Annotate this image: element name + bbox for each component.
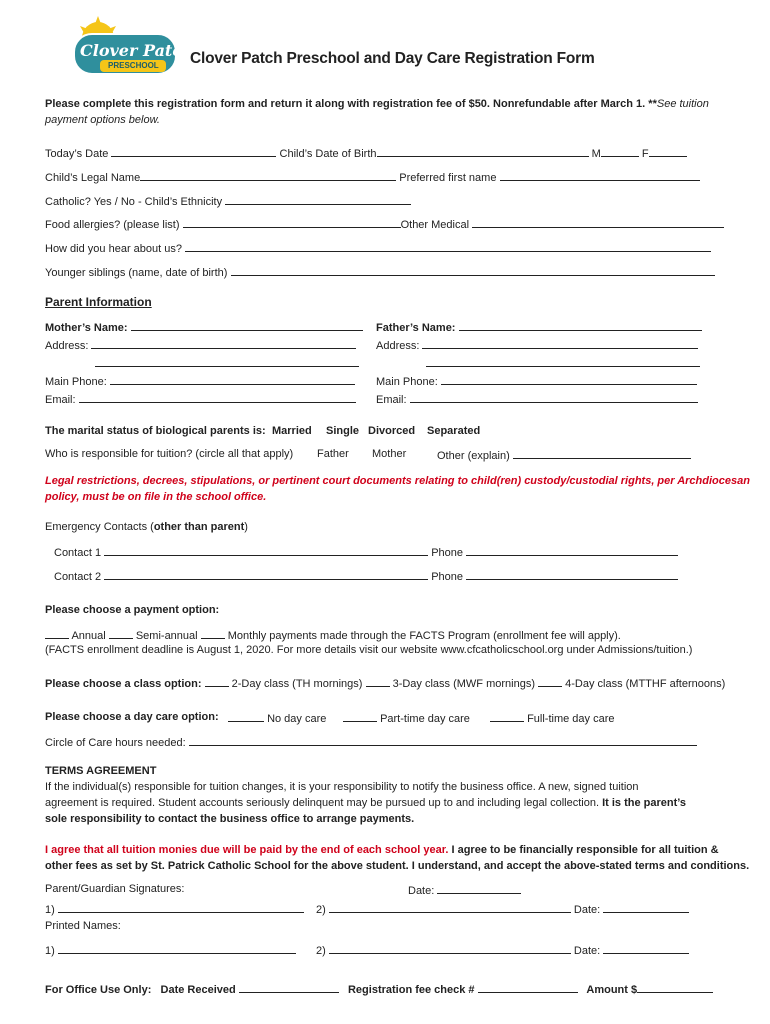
mother-name-field[interactable] (131, 320, 363, 331)
row-catholic: Catholic? Yes / No - Child’s Ethnicity (45, 194, 411, 208)
circle-care-field[interactable] (189, 735, 697, 746)
todays-date-field[interactable] (111, 146, 276, 157)
marital-divorced[interactable]: Divorced (368, 425, 416, 437)
contact-1-row: Contact 1 Phone (54, 545, 678, 559)
printed-name-2-field[interactable] (329, 943, 571, 954)
daycare-part-checkbox[interactable] (343, 711, 377, 722)
contact-1-phone-field[interactable] (466, 545, 678, 556)
other-medical-field[interactable] (472, 217, 724, 228)
contact-2-phone-field[interactable] (466, 569, 678, 580)
row-dates: Today’s Date Child’s Date of Birth M F (45, 146, 687, 160)
row-hear: How did you hear about us? (45, 241, 711, 255)
legal-notice-1: Legal restrictions, decrees, stipulations, or pertinent court documents relating to child(ren) custody/custodial rights, per Archdiocesan (45, 475, 750, 487)
gender-f-field[interactable] (649, 146, 687, 157)
row-siblings: Younger siblings (name, date of birth) (45, 265, 715, 279)
signatures-label: Parent/Guardian Signatures: (45, 883, 185, 895)
daycare-none-checkbox[interactable] (228, 711, 264, 722)
dob-field[interactable] (377, 146, 589, 157)
sig-2-row: 2) Date: (316, 902, 689, 916)
school-logo (70, 16, 194, 80)
mother-email-field[interactable] (79, 392, 356, 403)
agree-line-1: I agree that all tuition monies due will be paid by the end of each school year. I agree to be financially responsible for all tuition & (45, 844, 719, 856)
annual-checkbox[interactable] (45, 628, 69, 639)
father-phone-field[interactable] (441, 374, 697, 385)
responsible-other: Other (explain) (437, 448, 691, 462)
terms-line-1: If the individual(s) responsible for tuition changes, it is your responsibility to notify the business office. A new, signed tuition (45, 781, 639, 793)
printed-1-row: 1) (45, 943, 296, 957)
monthly-checkbox[interactable] (201, 628, 225, 639)
terms-heading: TERMS AGREEMENT (45, 765, 157, 777)
father-address-2 (426, 356, 700, 370)
daycare-none: No day care (228, 711, 326, 725)
row-names: Child’s Legal Name Preferred first name (45, 170, 700, 184)
fee-check-field[interactable] (478, 982, 578, 993)
sig-date-top-field[interactable] (437, 883, 521, 894)
signature-2-field[interactable] (329, 902, 571, 913)
printed-2-date-field[interactable] (603, 943, 689, 954)
class-4day-checkbox[interactable] (538, 676, 562, 687)
class-options: Please choose a class option: 2-Day class (TH mornings) 3-Day class (MWF mornings) 4-Day class (MTTHF afternoons) (45, 678, 726, 690)
circle-care-row: Circle of Care hours needed: (45, 735, 697, 749)
payment-options: Annual Semi-annual Monthly payments made through the FACTS Program (enrollment fee will apply). (45, 628, 621, 642)
terms-line-3: sole responsibility to contact the business office to arrange payments. (45, 813, 415, 825)
gender-m-field[interactable] (601, 146, 639, 157)
logo-text-bottom: PRESCHOOL (108, 61, 159, 70)
page-title: Clover Patch Preschool and Day Care Registration Form (190, 50, 595, 67)
contact-2-row: Contact 2 Phone (54, 569, 678, 583)
ethnicity-field[interactable] (225, 194, 411, 205)
father-address-field[interactable] (422, 338, 698, 349)
mother-address-row: Address: (45, 338, 356, 352)
terms-line-2: agreement is required. Student accounts seriously delinquent may be pursued up to and including legal collection. It is the parent’s (45, 797, 687, 809)
mother-phone-row: Main Phone: (45, 374, 355, 388)
daycare-heading: Please choose a day care option: (45, 711, 219, 723)
father-phone-row: Main Phone: (376, 374, 697, 388)
responsible-label: Who is responsible for tuition? (circle all that apply) (45, 448, 294, 460)
signature-1-field[interactable] (58, 902, 304, 913)
parent-heading: Parent Information (45, 295, 152, 309)
sig-date-top-row: Date: (408, 883, 521, 897)
legal-name-field[interactable] (140, 170, 396, 181)
printed-2-row: 2) Date: (316, 943, 689, 957)
mother-phone-field[interactable] (110, 374, 355, 385)
class-2day-checkbox[interactable] (205, 676, 229, 687)
mother-address-field[interactable] (91, 338, 356, 349)
responsible-other-field[interactable] (513, 448, 691, 459)
sig-1-row: 1) (45, 902, 304, 916)
daycare-full: Full-time day care (490, 711, 614, 725)
printed-name-1-field[interactable] (58, 943, 296, 954)
amount-field[interactable] (637, 982, 713, 993)
date-received-field[interactable] (239, 982, 339, 993)
agree-line-2: other fees as set by St. Patrick Catholic School for the above student. I understand, and accept the above-stated terms and conditions. (45, 860, 750, 872)
mother-address-2-field[interactable] (95, 356, 359, 367)
row-allergies: Food allergies? (please list) Other Medical (45, 217, 724, 231)
contact-1-field[interactable] (104, 545, 428, 556)
semi-annual-checkbox[interactable] (109, 628, 133, 639)
allergies-field[interactable] (183, 217, 401, 228)
logo-text-top: Clover Patch (80, 41, 194, 60)
hear-about-field[interactable] (185, 241, 711, 252)
emergency-label: Emergency Contacts (other than parent) (45, 521, 248, 533)
daycare-part: Part-time day care (343, 711, 470, 725)
marital-married[interactable]: Married (272, 425, 312, 437)
father-email-field[interactable] (410, 392, 698, 403)
marital-separated[interactable]: Separated (427, 425, 481, 437)
mother-email-row: Email: (45, 392, 356, 406)
mother-name-row: Mother’s Name: (45, 320, 363, 334)
printed-names-label: Printed Names: (45, 920, 121, 932)
preferred-name-field[interactable] (500, 170, 700, 181)
responsible-mother[interactable]: Mother (372, 448, 407, 460)
facts-note: (FACTS enrollment deadline is August 1, 2020. For more details visit our website www.cfcatholicschool.org under Admissions/tuition.) (45, 644, 693, 656)
daycare-full-checkbox[interactable] (490, 711, 524, 722)
contact-2-field[interactable] (104, 569, 428, 580)
siblings-field[interactable] (231, 265, 715, 276)
father-address-row: Address: (376, 338, 698, 352)
intro-line-2: payment options below. (45, 114, 160, 126)
father-name-field[interactable] (459, 320, 702, 331)
father-name-row: Father’s Name: (376, 320, 702, 334)
sig-2-date-field[interactable] (603, 902, 689, 913)
intro-line-1: Please complete this registration form and return it along with registration fee of $50. Nonrefundable after March 1. **See tuition (45, 98, 709, 110)
legal-notice-2: policy, must be on file in the school office. (45, 491, 267, 503)
mother-address-2 (95, 356, 359, 370)
marital-label: The marital status of biological parents is: (45, 425, 266, 437)
responsible-father[interactable]: Father (317, 448, 349, 460)
marital-single[interactable]: Single (326, 425, 360, 437)
father-address-2-field[interactable] (426, 356, 700, 367)
office-use-row: For Office Use Only: Date Received Registration fee check # Amount $ (45, 982, 713, 996)
payment-heading: Please choose a payment option: (45, 604, 220, 616)
father-email-row: Email: (376, 392, 698, 406)
class-3day-checkbox[interactable] (366, 676, 390, 687)
